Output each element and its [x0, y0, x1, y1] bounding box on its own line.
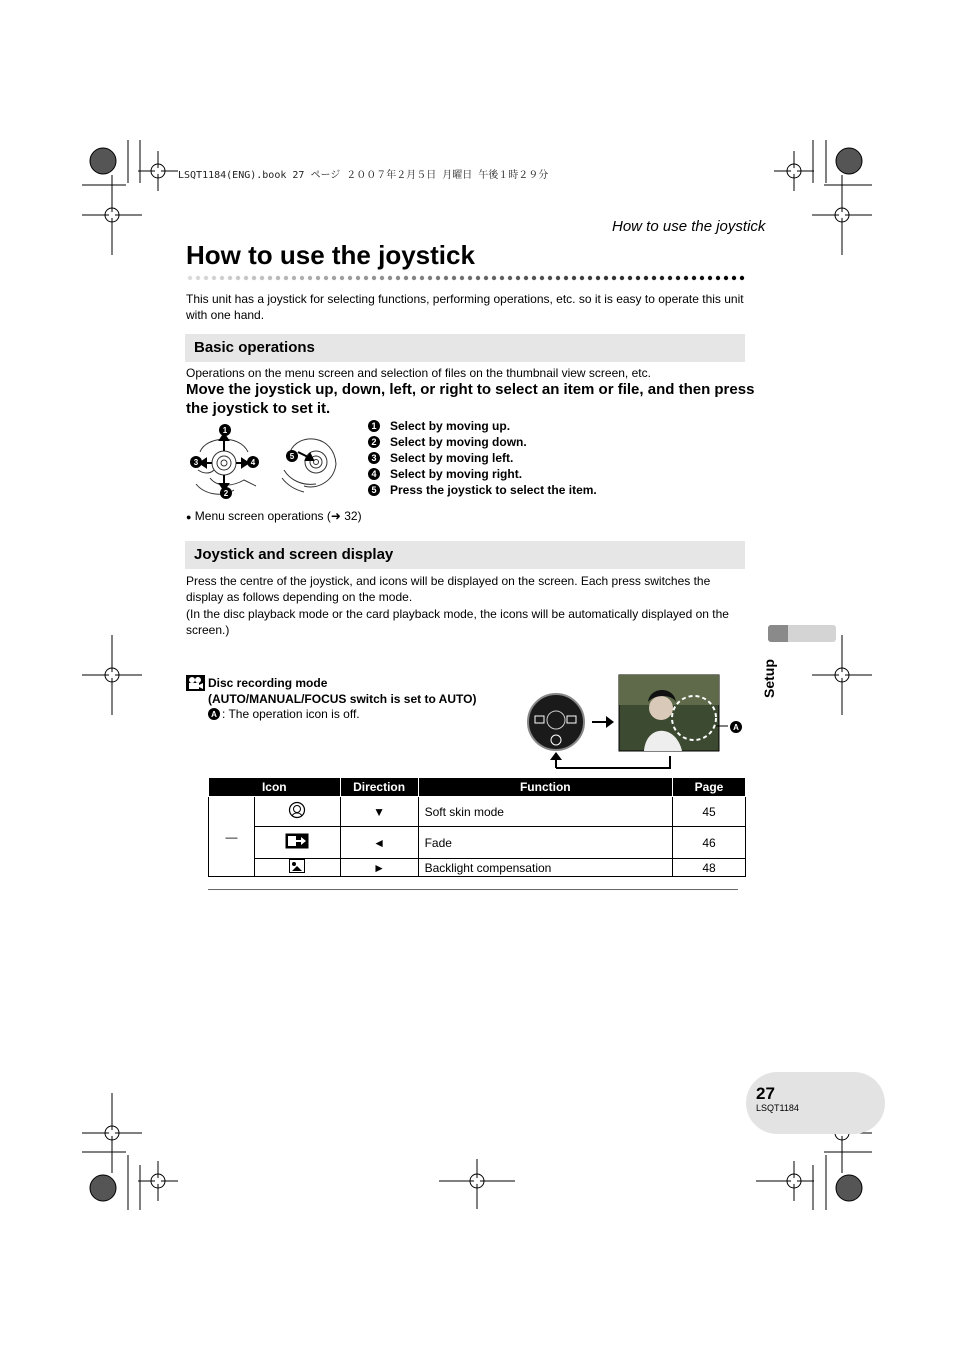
- operation-icons-table: [208, 777, 746, 877]
- document-code: LSQT1184: [756, 1103, 799, 1113]
- operation-icon-note-text: : The operation icon is off.: [222, 707, 360, 721]
- table-header-function: Function: [418, 778, 672, 797]
- table-row: [209, 859, 746, 877]
- list-item: [368, 450, 597, 466]
- page-cell: 48: [673, 859, 746, 877]
- step-text: Select by moving up.: [390, 419, 511, 433]
- joystick-steps-list: [368, 418, 597, 498]
- svg-text:2: 2: [223, 489, 229, 498]
- step-number: 3: [368, 452, 380, 464]
- table-header-page: Page: [673, 778, 746, 797]
- mode-heading: [208, 675, 476, 707]
- svg-text:A: A: [733, 723, 739, 732]
- svg-text:4: 4: [250, 458, 256, 467]
- svg-text:5: 5: [289, 452, 295, 461]
- svg-text:3: 3: [193, 458, 199, 467]
- note-text: Menu screen operations (➜ 32): [194, 509, 362, 523]
- section-label: Setup: [761, 659, 777, 698]
- step-number: 4: [368, 468, 380, 480]
- mode-condition: (AUTO/MANUAL/FOCUS switch is set to AUTO): [208, 692, 477, 706]
- table-header-direction: Direction: [340, 778, 418, 797]
- step-text: Select by moving left.: [390, 451, 514, 465]
- page-title: How to use the joystick: [186, 240, 475, 270]
- basic-operations-text: Operations on the menu screen and selection of files on the thumbnail view screen, etc.: [186, 366, 651, 380]
- screen-display-note: (In the disc playback mode or the card playback mode, the icons will be automatically displayed on the screen.): [186, 607, 729, 637]
- movie-camera-icon: [186, 675, 205, 691]
- menu-operations-note: [186, 508, 362, 525]
- mode-title: Disc recording mode: [208, 676, 328, 690]
- page-cell: 46: [673, 827, 746, 859]
- table-group-cell: —: [209, 797, 255, 877]
- divider: [208, 889, 738, 890]
- list-item: [368, 418, 597, 434]
- basic-operations-heading: [185, 334, 745, 362]
- fade-icon: [255, 827, 341, 859]
- joystick-illustration: [186, 424, 346, 504]
- table-row: [209, 797, 746, 827]
- intro-text: This unit has a joystick for selecting functions, performing operations, etc. so it is easy to operate this unit with one hand.: [186, 292, 744, 322]
- step-number: 2: [368, 436, 380, 448]
- table-header-icon: Icon: [209, 778, 341, 797]
- backlight-icon: [255, 859, 341, 877]
- list-item: [368, 482, 597, 498]
- step-text: Select by moving down.: [390, 435, 527, 449]
- direction-cell: ◄: [340, 827, 418, 859]
- screen-display-illustration: [526, 672, 748, 772]
- function-cell: Backlight compensation: [418, 859, 672, 877]
- list-item: [368, 434, 597, 450]
- table-row: [209, 827, 746, 859]
- operation-icon-note: [208, 707, 360, 721]
- bullet-icon: ●: [186, 512, 192, 522]
- function-cell: Fade: [418, 827, 672, 859]
- page-cell: 45: [673, 797, 746, 827]
- joystick-instruction: Move the joystick up, down, left, or right to select an item or file, and then press the joystick to set it.: [186, 381, 755, 417]
- function-cell: Soft skin mode: [418, 797, 672, 827]
- list-item: [368, 466, 597, 482]
- running-head: How to use the joystick: [612, 218, 766, 235]
- step-text: Press the joystick to select the item.: [390, 483, 597, 497]
- step-number: 5: [368, 484, 380, 496]
- soft-skin-icon: [255, 797, 341, 827]
- screen-display-text: Press the centre of the joystick, and icons will be displayed on the screen. Each press switches the display as follows depending on the mode.: [186, 574, 711, 604]
- step-number: 1: [368, 420, 380, 432]
- book-file-line: LSQT1184(ENG).book 27 ページ ２００７年２月５日 月曜日 午後１時２９分: [178, 170, 549, 181]
- basic-operations-title: Basic operations: [194, 339, 315, 356]
- section-tab-marker: [768, 625, 788, 642]
- marker-a: A: [208, 708, 220, 720]
- title-dotted-rule: [186, 274, 746, 282]
- svg-text:1: 1: [222, 426, 228, 435]
- screen-display-title: Joystick and screen display: [194, 546, 394, 563]
- screen-display-heading: [185, 541, 745, 569]
- direction-cell: ►: [340, 859, 418, 877]
- page-number: 27: [756, 1084, 775, 1103]
- step-text: Select by moving right.: [390, 467, 523, 481]
- direction-cell: ▼: [340, 797, 418, 827]
